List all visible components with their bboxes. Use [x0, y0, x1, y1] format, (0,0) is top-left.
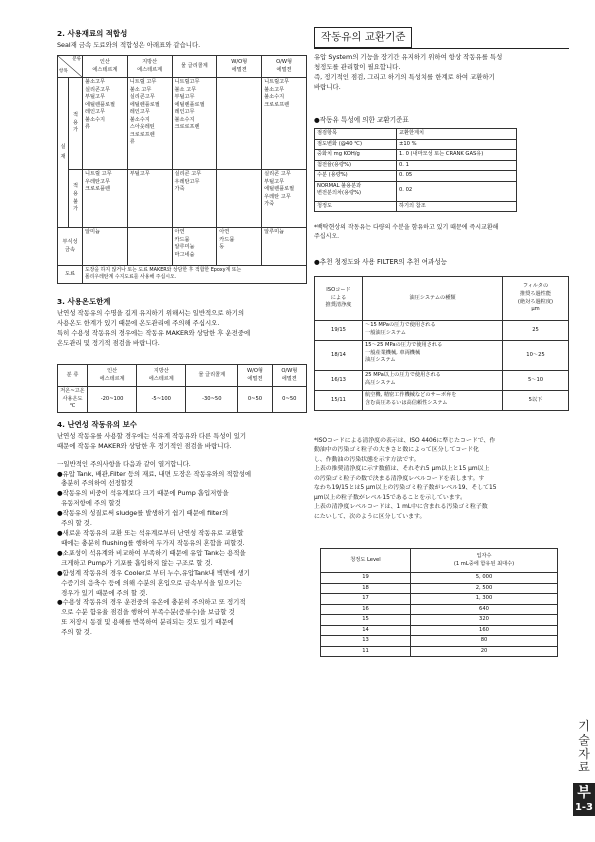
table-cell: 니트릴고무 불소고무 불소수지 크로로프렌 [262, 78, 307, 170]
chapter-tab-number: 1-3 [574, 801, 594, 813]
table-cell: NORMAL 불용분과 변전분의차(용량%) [315, 181, 397, 201]
row-label: 적 용 불 가 [68, 170, 82, 228]
right-intro: 유압 System의 기능을 장기간 유지하기 위하여 항상 작동유를 특성 청정도를 관리할이 필요합니다. 즉, 정기적인 점검, 그리고 하기의 특성치를 한계로 하여 교환하기 바랍니다. [314, 53, 503, 91]
header-cell: ISOコード による 推奨清浄度 [315, 277, 363, 321]
table-cell: 1, 300 [411, 594, 558, 605]
table-cell: 18 [321, 583, 411, 594]
bullet-item: ●함성계 작동유의 경우 Cooler로 부터 누수,유압Tank내 벽면에 생기 수증기의 응축수 등에 의해 수분의 혼입으로 금속부식을 일으키는 경우가 있기 때문에 주의 할 것. [57, 568, 250, 597]
table-cell: 25 MPa以上の圧力で使用される 高圧システム [363, 371, 503, 391]
table-cell: 알루미늄 [262, 228, 307, 266]
header-cell: W/O형 에멀젼 [238, 365, 272, 387]
table-cell: 5, 000 [411, 573, 558, 584]
table-cell: 실리콘 고무 우레탄고무 가죽 [172, 170, 217, 228]
corner-cell [58, 56, 83, 78]
section-4-lead: 一일반적인 주의사항을 다음과 같이 열거합니다. [57, 459, 191, 468]
header-cell: O/W형 에멀젼 [272, 365, 306, 387]
table-cell: 실리콘 고무 부틸고무 에틸렌플로필 우레탄 고무 가죽 [262, 170, 307, 228]
temperature-table [57, 364, 307, 413]
temp-head-label: 분 류 [58, 365, 88, 387]
table-cell: 20 [411, 646, 558, 657]
chapter-tab-big: 부 [577, 785, 591, 802]
table-cell: 640 [411, 604, 558, 615]
table-cell [127, 228, 172, 266]
header-cell: W/O형 에멀젼 [217, 56, 262, 78]
section-4 [57, 420, 307, 638]
section-2-title: 2. 사용재료의 적합성 [57, 29, 128, 38]
section-3-body: 난연성 작동유의 수명을 길게 유지하기 위해서는 일반적으로 하기의 사용온도 한계가 있기 때문에 온도관리에 주의해 주십시오. 특히 수용성 작동유의 경우에는 작동유 MAKER와 상담한 후 운전중에 온도관리 및 정기적 점검을 바랍니다. [57, 308, 251, 347]
header-cell: 지방산 에스테르계 [137, 365, 186, 387]
spec-note: *백탁현상의 작동유는 다량의 수분을 함유하고 있기 때문에 즉시교환해 주십시오. [314, 224, 499, 240]
table-cell: 15～25 MPaの圧力で使用される 一般産業機械, 車両機械 油圧システム [363, 341, 503, 371]
table-cell: 5以下 [503, 391, 569, 411]
table-cell: 아연 카드뮴 동 [217, 228, 262, 266]
table-cell: 17 [321, 594, 411, 605]
side-vertical-label: 기 술 자 료 [578, 719, 590, 775]
table-cell: ±10 % [397, 139, 517, 150]
spec-table-heading: ●작동유 특성에 의한 교환기준표 [314, 116, 409, 124]
table-cell [217, 78, 262, 170]
temp-row-label: 저온~고온 사용온도 ℃ [58, 387, 88, 413]
table-cell: 점도변화 (@40 ℃) [315, 139, 397, 150]
seal-group-label: 실 재 [58, 78, 69, 228]
corner-top-label: 분류 [72, 57, 81, 62]
filter-table [314, 276, 569, 411]
header-cell: 청정도 Level [321, 549, 411, 573]
table-cell: 18/14 [315, 341, 363, 371]
paint-label: 도료 [58, 266, 83, 284]
header-cell: 교환한계치 [397, 129, 517, 140]
table-cell: 11 [321, 646, 411, 657]
table-cell: 부틸고무 [127, 170, 172, 228]
filter-table-heading: ●추천 청정도와 사용 FILTER의 추천 여과성능 [314, 258, 448, 266]
bullet-item: ●소포성이 석유계와 비교하여 부족하기 때문에 유압 Tank는 용적을 크게하고 Pump가 기포를 흡입하지 않는 구조로 할 것. [57, 548, 246, 567]
table-cell: -5~100 [137, 387, 186, 413]
table-cell: 15 [321, 615, 411, 626]
paint-text: 도장을 하지 않거나 또는 도료 MAKER와 상담한 후 적합한 Epoxy계 또는 폴리우레탄계 수지도료를 사용해 주십시오. [82, 266, 306, 284]
header-cell: 입자수 (1 mL중에 함유된 최대수) [411, 549, 558, 573]
table-cell: 15/11 [315, 391, 363, 411]
material-compatibility-table [57, 55, 307, 284]
page-title: 작동유의 교환기준 [314, 27, 412, 48]
table-cell: 13 [321, 636, 411, 647]
table-cell [217, 170, 262, 228]
header-cell: 물 글리콜계 [172, 56, 217, 78]
section-4-body: 난연성 작동유를 사용할 경우에는 석유계 작동유와 다른 특성이 있기 때문에 작동유 MAKER와 상담한 후 정기적인 점검을 바랍니다. [57, 431, 247, 450]
right-title-bar [314, 27, 569, 49]
header-cell: 인산 에스테르계 [88, 365, 137, 387]
table-cell: 19 [321, 573, 411, 584]
table-cell: 알미늄 [82, 228, 127, 266]
chapter-tab [573, 783, 595, 815]
table-cell: 16 [321, 604, 411, 615]
table-cell: -20~100 [88, 387, 137, 413]
table-cell: 불소고무 실리콘고무 부틸고무 에틸렌플로필 레인고무 불소수지 류 [82, 78, 127, 170]
section-2-intro: Seal재 금속 도료와의 적합성은 아래표와 같습니다. [57, 40, 201, 49]
bullet-item: ●작동유의 비중이 석유계보다 크기 때문에 Pump 흡입저항을 유동저항에 주의 할것 [57, 489, 229, 508]
section-2 [57, 29, 307, 51]
bullet-item: ●수용성 작동유의 경우 운전중의 유온에 충분히 주의하고 또 정기적 으로 수분 함유율 점검을 행하여 부족수분(증류수)을 보급할 것 또 저장시 동결 및 용해를 반복하여 분리되는 것도 있기 때문에 주의 할 것. [57, 598, 246, 637]
row-label: 부식성 금속 [58, 228, 83, 266]
iso-code-note: *ISOコードによる清浄度の表示は、ISO 4406に準じたコードで、作 動油中の汚染ゴミ粒子の大きさと数によって区分してコード化 し、作動油の汚染状態を示す方法です。 上表の推奨清浄度に示す数値は、それぞれ5 μm以上と15 μm以上 の汚染ゴミ粒子の数で決まる清浄度レベルコードを表します。す なわち19/15とは5 μm以上の汚染ゴミ粒子数がレベル19、そして15 μm以上の粒子数がレベル15であることを示しています。 上表の清浄度レベルコードは、1 mL中に含まれる汚染ゴミ粒子数 にたいして、次のように区分しています。 [314, 438, 497, 520]
header-cell: 인산 에스테르계 [82, 56, 127, 78]
table-cell: 1. 0 (내마모성 또는 CRANK GAS유) [397, 150, 517, 161]
header-cell: 지방산 에스테르계 [127, 56, 172, 78]
table-cell: 니트릴고무 불소 고무 부틸고무 에틸렌플로필 레인고무 불소수지 크로로프렌 [172, 78, 217, 170]
table-cell: 航空機, 精密工作機械などのサーボ弁を 含む高圧あるいは高信頼性システム [363, 391, 503, 411]
header-cell: 점검항목 [315, 129, 397, 140]
table-cell: 0~50 [238, 387, 272, 413]
header-cell: 물 글리콜계 [186, 365, 238, 387]
table-cell: -30~50 [186, 387, 238, 413]
table-cell: 청정도 [315, 201, 397, 212]
table-cell: 0. 05 [397, 171, 517, 182]
section-3 [57, 297, 307, 348]
table-cell: 14 [321, 625, 411, 636]
table-cell: 0. 1 [397, 160, 517, 171]
table-cell: 니트릴 고무 불소 고무 실리콘고무 에틸렌플로필 레인고무 불소수지 스아웃레틴 크로로프렌 류 [127, 78, 172, 170]
section-3-title: 3. 사용온도한계 [57, 297, 111, 306]
table-cell: 80 [411, 636, 558, 647]
table-cell: 하기의 참조 [397, 201, 517, 212]
row-label: 적 용 가 [68, 78, 82, 170]
table-cell: 25 [503, 321, 569, 341]
header-cell: フィルタの 推奨ろ過性能 (絶対ろ過粒度) μm [503, 277, 569, 321]
table-cell: 첨전율(용량%) [315, 160, 397, 171]
spec-table [314, 128, 517, 212]
table-cell: 320 [411, 615, 558, 626]
table-cell: 16/13 [315, 371, 363, 391]
header-cell: 油圧システムの種類 [363, 277, 503, 321]
bullet-item: ●작동유의 성질로써 sludge를 발생하기 쉽기 때문에 filter의 주의 할 것. [57, 509, 229, 528]
table-cell: 2, 500 [411, 583, 558, 594]
cleanliness-level-table [320, 548, 558, 657]
side-index-tab [573, 720, 595, 816]
table-cell: 수분 (용량%) [315, 171, 397, 182]
table-cell: 10～25 [503, 341, 569, 371]
bullet-item: ●새로운 작동유의 교환 또는 석유계로부터 난연성 작동유로 교환할 때에는 충분히 flushing를 행하여 두가지 작동유의 혼합을 피할것. [57, 529, 245, 547]
table-cell: 160 [411, 625, 558, 636]
table-cell: 5～10 [503, 371, 569, 391]
header-cell: O/W형 에멀젼 [262, 56, 307, 78]
bullet-item: ●유압 Tank, 배관,Filter 등의 재료, 내면 도장은 작동유와의 적합성에 충분히 주의하여 선정할것 [57, 469, 252, 488]
table-cell: 0. 02 [397, 181, 517, 201]
corner-bottom-label: 항목 [59, 69, 68, 75]
table-cell: 중화치 mg KOH/g [315, 150, 397, 161]
table-cell: 19/15 [315, 321, 363, 341]
table-cell: 니트릴 고무 우레탄고무 크로로플렌 [82, 170, 127, 228]
section-4-title: 4. 난연성 작동유의 보수 [57, 420, 137, 429]
table-cell: ～15 MPaの圧力で使用される 一般油圧システム [363, 321, 503, 341]
table-cell: 아연 카드뮴 알루미늄 마그네슘 [172, 228, 217, 266]
table-cell: 0~50 [272, 387, 306, 413]
